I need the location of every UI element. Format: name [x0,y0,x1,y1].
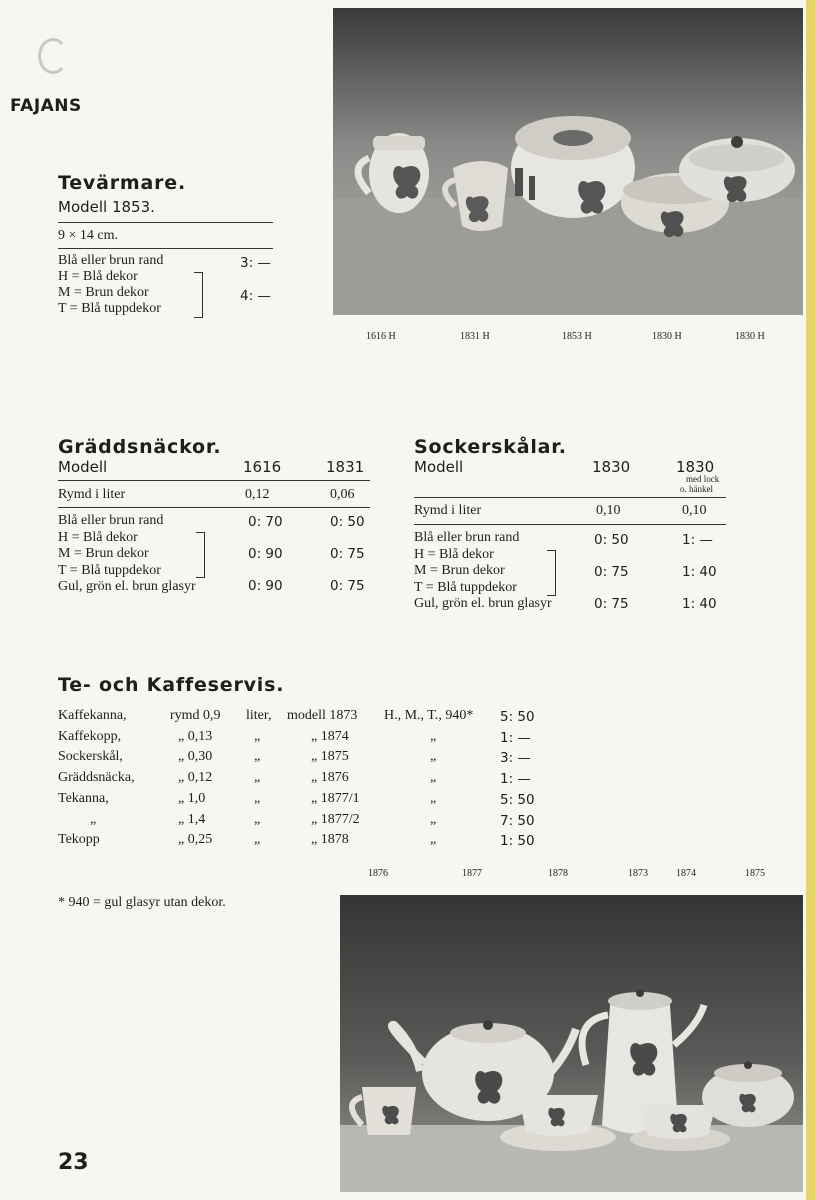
graddsnackor-title: Gräddsnäckor. [58,436,222,458]
row-label: M = Brun dekor [414,563,505,578]
price: 1: 40 [682,596,717,612]
row-label: H = Blå dekor [414,546,494,562]
tea-warmer-photo [333,8,803,315]
servis-item: Gräddsnäcka, [58,770,135,786]
servis-model: „ 1877/1 [311,790,360,806]
servis-units [246,706,271,851]
divider [414,524,726,525]
sockerskalar-model-label: Modell [414,458,464,476]
servis-unit: „ [254,749,261,765]
servis-dekor-value: „ [430,770,437,786]
servis-model: „ 1877/2 [311,811,360,827]
price: 3: — [500,750,531,767]
price: 1: — [682,532,713,548]
rymd-value: 0,12 [245,487,270,502]
servis-rymd-value: rymd 0,9 [170,708,221,723]
servis-unit: „ [254,811,261,827]
servis-dekor-value: „ [430,832,437,848]
tevarmare-model: Modell 1853. [58,198,155,216]
servis-unit: „ [254,832,261,848]
servis-item: Sockerskål, [58,749,123,765]
price: 0: 75 [594,564,629,580]
photo-caption: 1830 H [735,331,765,342]
price: 0: 50 [330,514,365,530]
row-label: M = Brun dekor [58,285,149,300]
servis-title: Te- och Kaffeservis. [58,674,285,696]
servis-model: „ 1876 [311,770,349,786]
price: 0: 75 [330,578,365,594]
divider [58,507,370,508]
photo-caption: 1873 [628,868,648,879]
brace [194,272,203,318]
price: 3: — [240,255,271,271]
tea-coffee-service-photo [340,895,803,1192]
servis-rymd-value: „ 0,30 [178,749,213,765]
servis-unit: liter, [246,708,272,723]
rymd-value: 0,10 [682,503,707,518]
photo-caption: 1874 [676,868,696,879]
servis-dekor-value: „ [430,728,437,744]
model-note: o. hänkel [680,484,713,494]
divider [58,248,273,249]
servis-rymd-value: „ 1,4 [178,811,206,827]
servis-rymd-value: „ 0,13 [178,728,213,744]
servis-rymd-value: „ 0,12 [178,770,213,786]
price: 1: — [500,771,531,788]
divider [58,222,273,223]
price: 7: 50 [500,812,535,829]
servis-dekor-value: „ [430,811,437,827]
servis-dekor [384,706,473,851]
graddsnackor-rows [58,513,196,596]
servis-dekor-value: „ [430,749,437,765]
graddsnackor-model-label: Modell [58,458,108,476]
rymd-label: Rymd i liter [58,487,126,502]
photo-caption: 1830 H [652,331,682,342]
price: 1: 50 [500,833,535,850]
price: 0: 90 [248,578,283,594]
photo-caption: 1878 [548,868,568,879]
servis-item: Kaffekanna, [58,708,127,723]
servis-items [58,706,135,851]
rymd-value: 0,10 [596,503,621,518]
row-label: Gul, grön el. brun glasyr [58,579,196,594]
servis-item: „ [90,811,97,827]
tevarmare-size: 9 × 14 cm. [58,228,118,243]
model-number: 1830 [592,458,631,476]
section-label: FAJANS [10,96,82,116]
servis-model: „ 1874 [311,728,349,744]
page-number: 23 [58,1150,89,1175]
photo-caption: 1875 [745,868,765,879]
servis-model: „ 1875 [311,749,349,765]
row-label: Blå eller brun rand [414,530,520,545]
servis-item: Tekanna, [58,790,109,806]
row-label: Gul, grön el. brun glasyr [414,596,552,611]
photo-caption: 1831 H [460,331,490,342]
yellow-edge [806,0,815,1200]
divider [58,480,370,481]
servis-rymd [170,706,221,851]
price: 0: 75 [594,596,629,612]
row-label: T = Blå tuppdekor [58,301,161,316]
price: 1: — [500,729,531,746]
photo-caption: 1876 [368,868,388,879]
servis-item: Tekopp [58,832,100,848]
price: 5: 50 [500,791,535,808]
rymd-value: 0,06 [330,487,355,502]
price: 5: 50 [500,709,535,725]
sockerskalar-title: Sockerskålar. [414,436,567,458]
brace [547,550,556,596]
price: 0: 90 [248,546,283,562]
row-label: M = Brun dekor [58,546,149,561]
servis-unit: „ [254,770,261,786]
price: 4: — [240,288,271,304]
servis-unit: „ [254,790,261,806]
tevarmare-title: Tevärmare. [58,172,186,194]
model-number: 1830 [676,458,715,476]
servis-dekor-value: H., M., T., 940* [384,708,474,723]
binder-ring-icon [38,38,68,74]
row-label: T = Blå tuppdekor [58,562,161,578]
servis-rymd-value: „ 1,0 [178,790,206,806]
photo-caption: 1616 H [366,331,396,342]
photo-caption: 1853 H [562,331,592,342]
divider [414,497,726,498]
rymd-label: Rymd i liter [414,503,482,518]
servis-rymd-value: „ 0,25 [178,832,213,848]
footnote: * 940 = gul glasyr utan dekor. [58,895,226,910]
row-label: H = Blå dekor [58,529,138,545]
servis-models [287,706,360,851]
photo-illustration [333,8,803,315]
price: 0: 50 [594,532,629,548]
photo-caption: 1877 [462,868,482,879]
brace [196,532,205,578]
servis-prices [500,707,535,852]
row-label: Blå eller brun rand [58,253,164,268]
servis-model: „ 1878 [311,832,349,848]
servis-dekor-value: „ [430,790,437,806]
row-label: Blå eller brun rand [58,513,164,528]
model-note: med lock [686,474,720,484]
row-label: T = Blå tuppdekor [414,579,517,595]
servis-model: modell 1873 [287,708,358,723]
sockerskalar-rows [414,530,552,613]
price: 0: 75 [330,546,365,562]
tevarmare-rows [58,253,163,317]
photo-illustration [340,895,803,1192]
model-number: 1616 [243,458,282,476]
row-label: H = Blå dekor [58,269,138,284]
model-number: 1831 [326,458,365,476]
price: 0: 70 [248,514,283,530]
servis-unit: „ [254,728,261,744]
price: 1: 40 [682,564,717,580]
servis-item: Kaffekopp, [58,728,122,744]
